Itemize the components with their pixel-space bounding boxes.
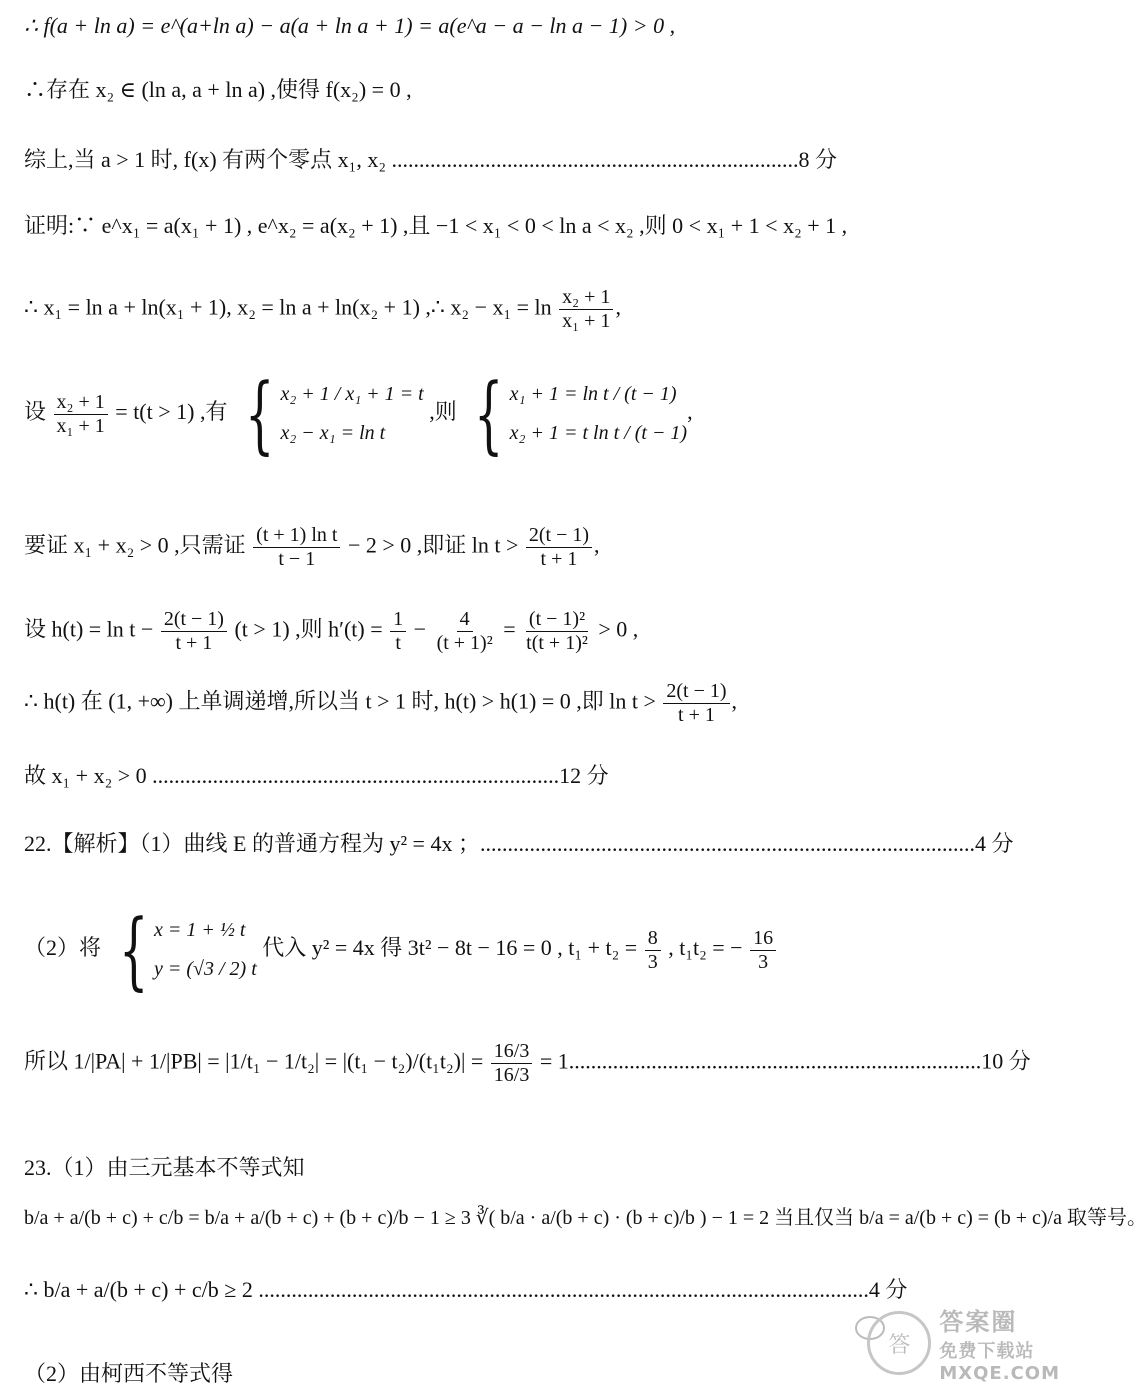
proof-line [24,212,847,240]
equation-text: ≥ 3 ∛( b/a · a/(b + c) · (b + c)/b ) − 1 = 2 [444,1207,770,1229]
equation-text: 22.【解析】（1）曲线 E 的普通方程为 y² = 4x ； [24,831,480,856]
system-row: x = 1 + ½ t [153,919,246,941]
text: （2）由柯西不等式得 [24,1361,234,1386]
numerator: (t + 1) ln t [253,524,340,548]
leader-dots: .......................................................................... [391,147,799,172]
problem-22-part2-line [24,901,778,999]
denominator: 16/3 [493,1064,530,1086]
score-label: 4 分 [868,1277,908,1302]
system-of-equations [107,901,257,999]
equation-line-5 [24,286,621,333]
fraction [253,524,340,571]
watermark-caption: 免费下载站 [939,1341,1035,1362]
conclusion-line-8pts [24,146,837,174]
equation-text: ∴ b/a + a/(b + c) + c/b ≥ 2 [24,1277,259,1302]
numerator: 4 [457,608,473,632]
system-row: x₂ + 1 / x₁ + 1 = t [280,383,424,405]
denominator: x₁ + 1 [56,414,105,437]
inequality-line [24,1206,1147,1231]
fraction [526,524,592,571]
text: = [503,616,516,642]
equation-line-2 [24,76,412,104]
substitution-line [24,365,693,463]
score-label: 12 分 [559,763,609,788]
denominator: t + 1 [175,632,213,654]
fraction [434,608,496,655]
equation-text: ∴存在 x₂ ∈ (ln a, a + ln a) ,使得 f(x₂) = 0 , [24,77,412,102]
score-label: 10 分 [981,1048,1031,1074]
numerator: (t − 1)² [526,608,588,632]
score-label: 4 分 [974,831,1014,856]
numerator: 16 [750,927,776,951]
watermark-url: MXQE.COM [939,1363,1060,1384]
fraction [161,608,227,655]
system-of-equations [233,365,424,463]
text: 所以 [24,1048,69,1074]
text: 要证 x₁ + x₂ > 0 ,只需证 [24,532,246,558]
equation-line-1 [24,12,675,40]
problem-23-heading [24,1154,305,1182]
numerator: 1 [390,608,406,632]
numerator: 16/3 [491,1040,533,1064]
text: 代入 y² = 4x 得 3t² − 8t − 16 = 0 , t₁ + t₂ = [262,935,638,961]
text: , t₁t₂ = − [668,935,743,961]
leader-dots: ............................................................................................................... [258,1277,869,1302]
leader-dots: .......................................................................................... [479,831,975,856]
punct: , [594,532,600,558]
fraction [390,608,406,655]
numerator: x₂ + 1 [559,286,613,310]
equation-text: 故 x₁ + x₂ > 0 [24,763,153,788]
denominator: t(t + 1)² [526,632,588,654]
text: = 1 [539,1048,569,1074]
numerator: 2(t − 1) [526,524,592,548]
text: − 2 > 0 ,即证 ln t > [347,532,519,558]
denominator: x₁ + 1 [562,310,611,332]
text: ,则 [429,399,457,425]
watermark-text: 答案圈 [939,1308,1018,1336]
denominator: 3 [647,950,658,973]
equation-line-8 [24,608,638,655]
text: 设 [24,399,47,425]
equation-text: 证明:∵ e^x₁ = a(x₁ + 1) , e^x₂ = a(x₂ + 1) ,且 −1 < x₁ < 0 < ln a < x₂ ,则 0 < x₁ + 1 < x₂ + 1 , [24,213,848,238]
denominator: t + 1 [678,704,715,726]
text: > 0 , [598,616,639,642]
denominator: t + 1 [540,548,578,570]
text: 设 h(t) = ln t − [24,616,154,642]
system-row: y = (√3 / 2) t [153,958,257,980]
numerator: 2(t − 1) [663,680,729,704]
equation-line-9 [24,680,737,727]
score-label: 8 分 [798,147,838,172]
fraction [645,927,661,974]
equation-line-7 [24,524,600,571]
text: = t(t > 1) ,有 [115,399,228,425]
problem-22-line [24,830,1013,858]
equation-text: ∴ f(a + ln a) = e^(a+ln a) − a(a + ln a + 1) = a(e^a − a − ln a − 1) > 0 , [24,13,676,38]
leader-dots: .......................................................................... [152,763,560,788]
conclusion-line-4pts [24,1276,907,1304]
fraction [54,391,108,438]
system-row: x₂ − x₁ = ln t [280,422,386,444]
fraction [523,608,591,655]
denominator: t [395,632,401,654]
brace-glyph: { [245,365,275,463]
text: ∴ h(t) 在 (1, +∞) 上单调递增,所以当 t > 1 时, h(t) > h(1) = 0 ,即 ln t > [24,688,656,714]
text: （2）将 [24,935,102,961]
text: (t > 1) ,则 h′(t) = [234,616,383,642]
equation-text: 当且仅当 b/a = a/(b + c) = (b + c)/a 取等号。 [774,1207,1147,1229]
equation-text: ∴ x₁ = ln a + ln(x₁ + 1), x₂ = ln a + ln(x₂ + 1) ,∴ x₂ − x₁ = ln [24,294,552,320]
problem-22-result-line [24,1040,1031,1087]
fraction [491,1040,533,1087]
numerator: 8 [645,927,661,951]
leader-dots: ........................................................................... [568,1048,982,1074]
numerator: x₂ + 1 [54,391,108,415]
denominator: (t + 1)² [436,632,493,654]
equation-text: b/a + a/(b + c) + c/b = b/a + a/(b + c) + (b + c)/b − 1 [24,1207,440,1229]
brace-glyph: { [118,901,148,999]
brace-glyph: { [474,365,504,463]
equation-text: 综上,当 a > 1 时, f(x) 有两个零点 x₁, x₂ [24,147,392,172]
fraction [559,286,613,333]
denominator: t − 1 [278,548,316,570]
system-row: x₁ + 1 = ln t / (t − 1) [509,383,677,405]
text: 23.（1）由三元基本不等式知 [24,1155,305,1180]
watermark-logo-icon [867,1311,931,1375]
system-of-equations [462,365,688,463]
denominator: 3 [758,950,769,973]
punct: , [687,399,693,425]
fraction [750,927,776,974]
conclusion-line-12pts [24,762,609,790]
problem-23-part2-heading [24,1360,233,1388]
watermark-logo-text: 答 [888,1331,911,1357]
numerator: 2(t − 1) [161,608,227,632]
system-row: x₂ + 1 = t ln t / (t − 1) [509,422,688,444]
punct: , [615,294,621,320]
text: − [413,616,427,642]
punct: , [731,688,738,714]
fraction [663,680,729,727]
watermark [867,1302,1060,1384]
equation-text: 1/|PA| + 1/|PB| = |1/t₁ − 1/t₂| = |(t₁ − t₂)/(t₁t₂)| = [73,1048,484,1074]
